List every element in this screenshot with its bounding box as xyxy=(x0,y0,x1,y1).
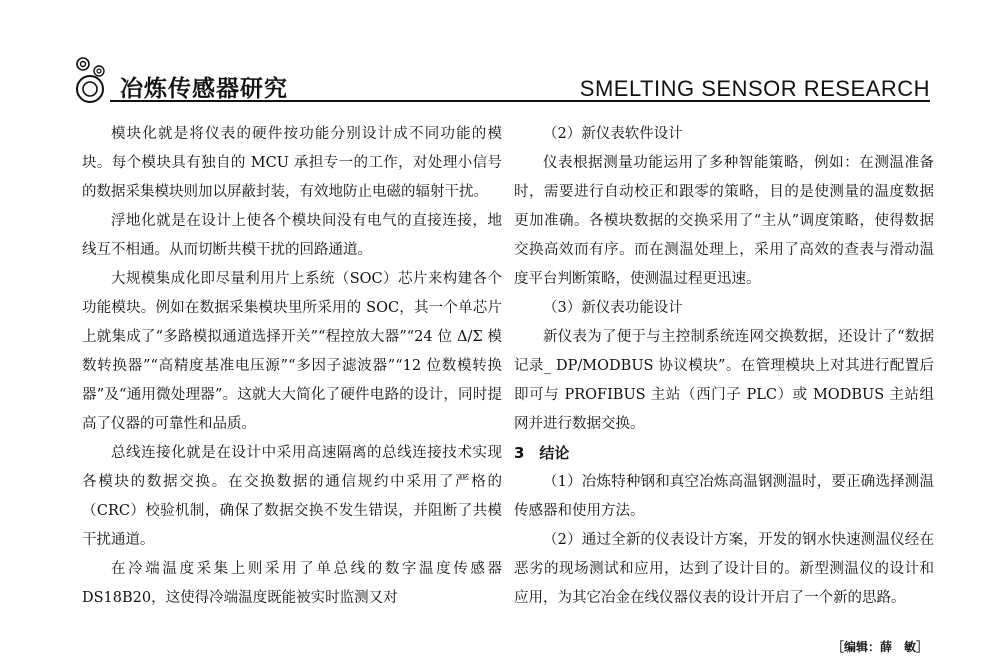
conclusion-item-1: （1）冶炼特种钢和真空冶炼高温钢测温时，要正确选择测温传感器和使用方法。 xyxy=(514,474,934,519)
journal-title-cn: 冶炼传感器研究 xyxy=(120,76,288,102)
paragraph-floating-ground: 浮地化就是在设计上使各个模块间没有电气的直接连接，地线互不相通。从而切断共模干扰的回路通道。 xyxy=(82,213,502,258)
paragraph-integration: 大规模集成化即尽量利用片上系统（SOC）芯片来构建各个功能模块。例如在数据采集模块里所采用的 SOC，其一个单芯片上就集成了“多路模拟通道选择开关”“程控放大器”“24 位 Δ/Σ 模数转换器”“高精度基准电压源”“多因子滤波器”“12 位数模转换器”及“通用微处理器”。这就大大简化了硬件电路的设计，同时提高了仪器的可靠性和品质。 xyxy=(82,271,502,432)
left-column xyxy=(82,120,502,613)
running-header xyxy=(70,55,930,107)
paragraph-bus-connection: 总线连接化就是在设计中采用高速隔离的总线连接技术实现各模块的数据交换。在交换数据的通信规约中采用了严格的（CRC）校验机制，确保了数据交换不发生错误，并阻断了共模干扰通道。 xyxy=(82,445,502,548)
journal-title-en: SMELTING SENSOR RESEARCH xyxy=(579,76,930,101)
paragraph-software-design: 仪表根据测量功能运用了多种智能策略，例如：在测温准备时，需要进行自动校正和跟零的策略，目的是使测量的温度数据更加准确。各模块数据的交换采用了“主从”调度策略，使得数据交换高效而有序。而在测温处理上，采用了高效的查表与滑动温度平台判断策略，使测温过程更迅速。 xyxy=(514,155,934,287)
conclusion-item-2: （2）通过全新的仪表设计方案，开发的钢水快速测温仪经在恶劣的现场测试和应用，达到了设计目的。新型测温仪的设计和应用，为其它冶金在线仪器仪表的设计开启了一个新的思路。 xyxy=(514,532,934,606)
paragraph-modular: 模块化就是将仪表的硬件按功能分别设计成不同功能的模块。每个模块具有独自的 MCU 承担专一的工作，对处理小信号的数据采集模块则加以屏蔽封装，有效地防止电磁的辐射干扰。 xyxy=(82,126,502,200)
subsection-title-software: （2）新仪表软件设计 xyxy=(543,126,683,142)
paragraph-function-design: 新仪表为了便于与主控制系统连网交换数据，还设计了“数据记录_ DP/MODBUS 协议模块”。在管理模块上对其进行配置后即可与 PROFIBUS 主站（西门子 PLC）或 MODBUS 主站组网并进行数据交换。 xyxy=(514,329,934,432)
editor-credit: ［编辑：薛 敏］ xyxy=(831,640,928,654)
header-rule xyxy=(110,100,930,102)
section-title-conclusion: 3 结论 xyxy=(514,444,570,462)
right-column xyxy=(514,120,934,613)
subsection-title-function: （3）新仪表功能设计 xyxy=(543,300,683,316)
paragraph-cold-junction: 在冷端温度采集上则采用了单总线的数字温度传感器 DS18B20，这使得冷端温度既能被实时监测又对 xyxy=(82,561,502,606)
